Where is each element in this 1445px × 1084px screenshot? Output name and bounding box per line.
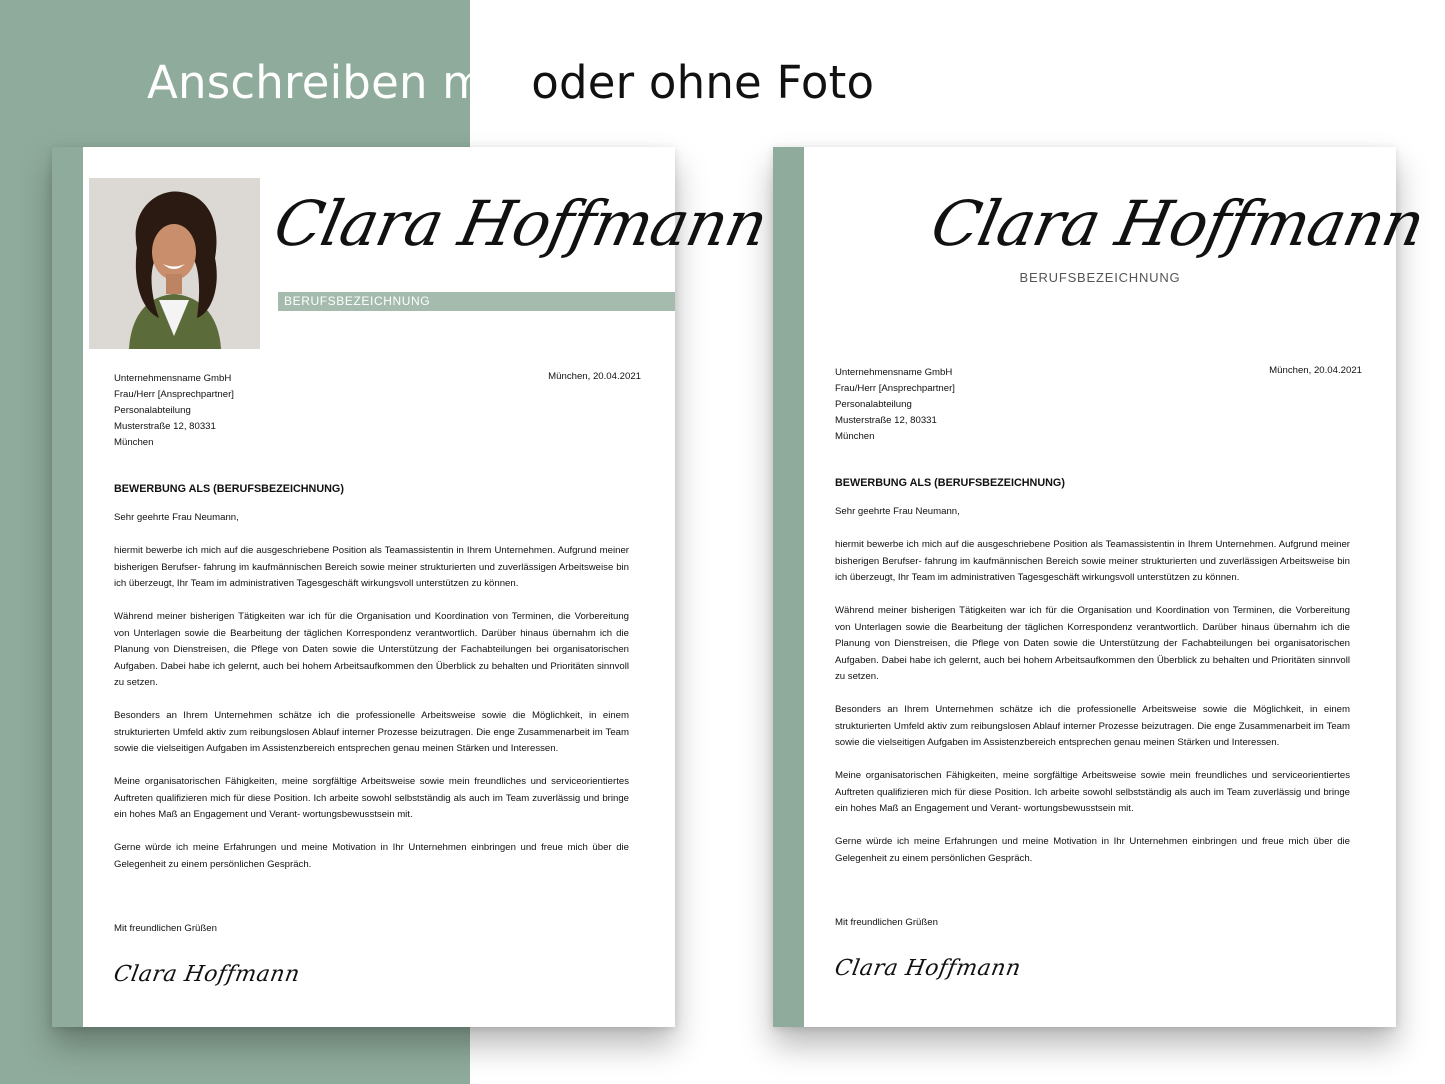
accent-stripe [773,147,804,1027]
body-paragraph: Während meiner bisherigen Tätigkeiten war ich für die Organisation und Koordination von Terminen, die Vorbereitung von Unterlagen sowie die Bearbeitung der täglichen Korrespondenz verantwortlich. Darüber hinaus übernahm ich die Planung von Dienstreisen, die Pflege von Daten sowie die Unterstützung der Fachabteilungen bei organisatorischen Aufgaben. Dabei habe ich gelernt, auch bei hohem Arbeitsaufkommen den Überblick zu behalten und Prioritäten sinnvoll zu setzen. [835,605,1350,682]
letter-body [114,543,629,890]
address-line: Musterstraße 12, 80331 [835,415,937,426]
applicant-photo [89,178,260,349]
body-paragraph: Gerne würde ich meine Erfahrungen und meine Motivation in Ihr Unternehmen einbringen und freue mich über die Gelegenheit zu einem persönlichen Gespräch. [835,836,1350,864]
headline-part-white: Anschreiben mit [147,56,517,109]
body-paragraph: Während meiner bisherigen Tätigkeiten war ich für die Organisation und Koordination von Terminen, die Vorbereitung von Unterlagen sowie die Bearbeitung der täglichen Korrespondenz verantwortlich. Darüber hinaus übernahm ich die Planung von Dienstreisen, die Pflege von Daten sowie die Unterstützung der Fachabteilungen bei organisatorischen Aufgaben. Dabei habe ich gelernt, auch bei hohem Arbeitsaufkommen den Überblick zu behalten und Prioritäten sinnvoll zu setzen. [114,611,629,688]
headline [147,56,874,109]
letter-page-with-photo [52,147,774,1027]
letter-date: München, 20.04.2021 [1269,365,1362,376]
body-paragraph: hiermit bewerbe ich mich auf die ausgeschriebene Position als Teamassistentin in Ihrem Unternehmen. Aufgrund meiner bisherigen Berufser- fahrung im kaufmännischen Bereich sowie meiner strukturierten und zuverlässigen Arbeitsweise bin ich überzeugt, Ihr Team im administrativen Tagesgeschäft wirkungsvoll unterstützen zu können. [114,545,629,589]
body-paragraph: Meine organisatorischen Fähigkeiten, meine sorgfältige Arbeitsweise sowie mein freundliches und serviceorientiertes Auftreten qualifizieren mich für diese Position. Ich arbeite sowohl selbstständig als auch im Team zuverlässig und bringe ein hohes Maß an Engagement und Verant- wortungsbewusstsein mit. [114,776,629,820]
handwritten-signature: Clara Hoffmann [832,956,1023,981]
applicant-name-script: Clara Hoffmann [925,187,1431,260]
body-paragraph: Besonders an Ihrem Unternehmen schätze ich die professionelle Arbeitsweise sowie die Möglichkeit, in einem strukturierten Umfeld aktiv zum reibungslosen Ablauf interner Prozesse beizutragen. Die enge Zusammenarbeit im Team sowie die vielseitigen Aufgaben im Assistenzbereich entsprechen genau meinen Stärken und Interessen. [835,704,1350,748]
address-line: München [835,431,875,442]
address-line: Frau/Herr [Ansprechpartner] [114,389,234,400]
letter-subject: BEWERBUNG ALS (BERUFSBEZEICHNUNG) [835,477,1065,489]
body-paragraph: Besonders an Ihrem Unternehmen schätze ich die professionelle Arbeitsweise sowie die Möglichkeit, in einem strukturierten Umfeld aktiv zum reibungslosen Ablauf interner Prozesse beizutragen. Die enge Zusammenarbeit im Team sowie die vielseitigen Aufgaben im Assistenzbereich entsprechen genau meinen Stärken und Interessen. [114,710,629,754]
letter-date: München, 20.04.2021 [548,371,641,382]
letter-body [835,537,1350,884]
letter-page-without-photo [773,147,1431,1027]
body-paragraph: Meine organisatorischen Fähigkeiten, meine sorgfältige Arbeitsweise sowie mein freundliches und serviceorientiertes Auftreten qualifizieren mich für diese Position. Ich arbeite sowohl selbstständig als auch im Team zuverlässig und bringe ein hohes Maß an Engagement und Verant- wortungsbewusstsein mit. [835,770,1350,814]
handwritten-signature: Clara Hoffmann [111,962,302,987]
headline-part-dark: oder ohne Foto [531,56,875,109]
recipient-address [114,371,234,451]
accent-stripe [52,147,83,1027]
address-line: Personalabteilung [114,405,191,416]
body-paragraph: Gerne würde ich meine Erfahrungen und meine Motivation in Ihr Unternehmen einbringen und freue mich über die Gelegenheit zu einem persönlichen Gespräch. [114,842,629,870]
body-paragraph: hiermit bewerbe ich mich auf die ausgeschriebene Position als Teamassistentin in Ihrem Unternehmen. Aufgrund meiner bisherigen Berufser- fahrung im kaufmännischen Bereich sowie meiner strukturierten und zuverlässigen Arbeitsweise bin ich überzeugt, Ihr Team im administrativen Tagesgeschäft wirkungsvoll unterstützen zu können. [835,539,1350,583]
letter-closing: Mit freundlichen Grüßen [835,917,938,928]
address-line: Unternehmensname GmbH [114,373,232,384]
job-title: BERUFSBEZEICHNUNG [1019,270,1181,285]
portrait-image [89,178,260,349]
job-title-bar: BERUFSBEZEICHNUNG [278,292,675,311]
address-line: Frau/Herr [Ansprechpartner] [835,383,955,394]
applicant-name-script: Clara Hoffmann [268,187,774,260]
letter-closing: Mit freundlichen Grüßen [114,923,217,934]
address-line: Personalabteilung [835,399,912,410]
recipient-address [835,365,955,445]
address-line: Musterstraße 12, 80331 [114,421,216,432]
address-line: Unternehmensname GmbH [835,367,953,378]
letter-salutation: Sehr geehrte Frau Neumann, [114,512,239,523]
letter-salutation: Sehr geehrte Frau Neumann, [835,506,960,517]
letter-subject: BEWERBUNG ALS (BERUFSBEZEICHNUNG) [114,483,344,495]
address-line: München [114,437,154,448]
